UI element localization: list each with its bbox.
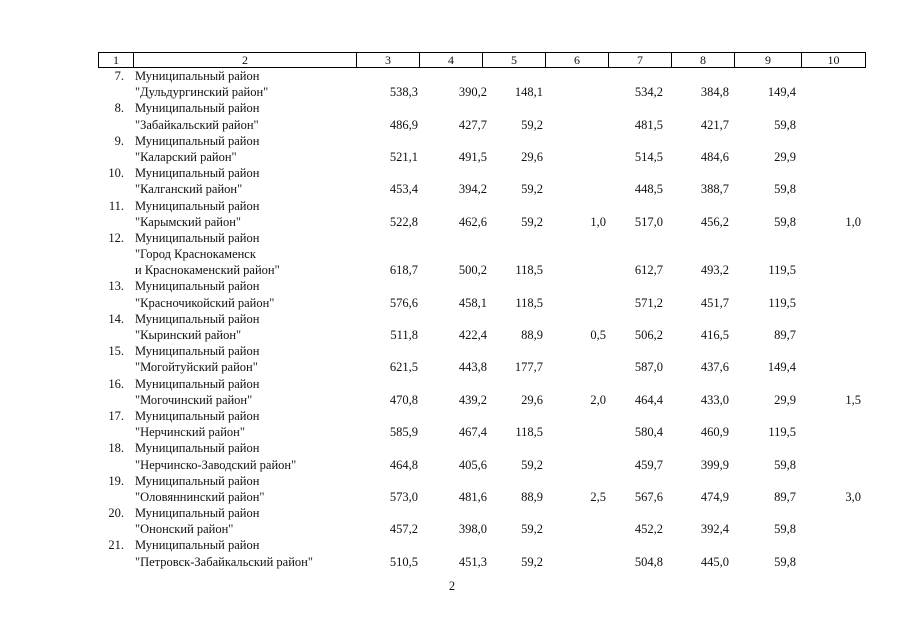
value-cell-10: 1,5 (845, 392, 861, 407)
value-cell-4: 443,8 (458, 360, 487, 375)
table-row (0, 343, 905, 375)
value-cell-5: 59,2 (521, 214, 543, 229)
value-cell-7: 517,0 (634, 214, 663, 229)
district-name: "Петровск-Забайкальский район" (135, 554, 313, 569)
row-line (0, 246, 905, 262)
header-cell: 5 (483, 53, 546, 68)
value-cell-8: 484,6 (700, 149, 729, 164)
value-cell-10: 3,0 (845, 489, 861, 504)
row-number: 19. (108, 473, 124, 488)
column-header-table (98, 52, 866, 68)
header-cell: 3 (357, 53, 420, 68)
value-cell-9: 59,8 (774, 182, 796, 197)
district-name: Муниципальный район (135, 376, 260, 391)
value-cell-7: 481,5 (634, 117, 663, 132)
header-cell: 2 (134, 53, 357, 68)
district-name: "Ононский район" (135, 522, 234, 537)
row-line (0, 198, 905, 214)
table-row (0, 165, 905, 197)
row-line (0, 100, 905, 116)
value-cell-4: 439,2 (458, 392, 487, 407)
row-line (0, 473, 905, 489)
district-name: Муниципальный район (135, 279, 260, 294)
header-cell: 6 (546, 53, 609, 68)
value-cell-3: 511,8 (390, 328, 418, 342)
row-line (0, 214, 905, 230)
row-number: 20. (108, 506, 124, 521)
district-name: Муниципальный район (135, 166, 260, 181)
table-row (0, 440, 905, 472)
header-cell: 7 (609, 53, 672, 68)
row-number: 13. (108, 279, 124, 294)
value-cell-5: 118,5 (515, 425, 543, 440)
row-number: 16. (108, 376, 124, 391)
value-cell-8: 456,2 (700, 214, 729, 229)
value-cell-3: 521,1 (389, 149, 418, 164)
value-cell-4: 462,6 (458, 214, 487, 229)
value-cell-4: 481,6 (458, 489, 487, 504)
value-cell-9: 59,8 (774, 554, 796, 569)
table-row (0, 133, 905, 165)
value-cell-9: 119,5 (768, 263, 796, 278)
table-row (0, 68, 905, 100)
value-cell-6: 1,0 (590, 214, 606, 229)
value-cell-3: 464,8 (389, 457, 418, 472)
value-cell-3: 618,7 (389, 263, 418, 278)
value-cell-7: 514,5 (634, 149, 663, 164)
value-cell-9: 59,8 (774, 214, 796, 229)
district-name: "Кыринский район" (135, 328, 242, 342)
header-cell: 1 (99, 53, 134, 68)
value-cell-5: 29,6 (521, 392, 543, 407)
value-cell-7: 612,7 (634, 263, 663, 278)
row-line (0, 521, 905, 537)
row-line (0, 311, 905, 327)
district-name: "Могочинский район" (135, 392, 253, 407)
header-cell: 9 (735, 53, 802, 68)
table-row (0, 376, 905, 408)
row-line (0, 278, 905, 294)
value-cell-3: 453,4 (389, 182, 418, 197)
value-cell-5: 88,9 (521, 328, 543, 342)
value-cell-3: 538,3 (389, 85, 418, 100)
row-number: 14. (108, 311, 124, 326)
table-row (0, 198, 905, 230)
row-line (0, 505, 905, 521)
district-name: "Город Краснокаменск (135, 247, 256, 262)
value-cell-5: 148,1 (514, 85, 543, 100)
value-cell-5: 118,5 (515, 263, 543, 278)
row-line (0, 537, 905, 553)
district-name: "Красночикойский район" (135, 295, 275, 310)
value-cell-5: 29,6 (521, 149, 543, 164)
value-cell-7: 571,2 (634, 295, 663, 310)
value-cell-3: 573,0 (389, 489, 418, 504)
value-cell-5: 177,7 (514, 360, 543, 375)
value-cell-8: 384,8 (700, 85, 729, 100)
value-cell-6: 0,5 (590, 328, 606, 342)
row-line (0, 295, 905, 311)
value-cell-4: 390,2 (458, 85, 487, 100)
district-name: Муниципальный район (135, 441, 260, 456)
district-name: Муниципальный район (135, 506, 260, 521)
district-name: Муниципальный район (135, 408, 260, 423)
row-line (0, 376, 905, 392)
district-name: Муниципальный район (135, 311, 260, 326)
value-cell-6: 2,5 (590, 489, 606, 504)
value-cell-3: 510,5 (389, 554, 418, 569)
row-line (0, 181, 905, 197)
district-name: "Калганский район" (135, 182, 243, 197)
value-cell-7: 448,5 (634, 182, 663, 197)
value-cell-5: 88,9 (521, 489, 543, 504)
value-cell-9: 149,4 (767, 85, 796, 100)
value-cell-7: 452,2 (634, 522, 663, 537)
value-cell-9: 59,8 (774, 522, 796, 537)
district-name: "Нерчинский район" (135, 425, 245, 440)
row-line (0, 262, 905, 278)
row-line (0, 440, 905, 456)
value-cell-4: 405,6 (458, 457, 487, 472)
value-cell-3: 470,8 (389, 392, 418, 407)
row-line (0, 149, 905, 165)
value-cell-8: 451,7 (700, 295, 729, 310)
value-cell-4: 467,4 (458, 425, 487, 440)
value-cell-7: 567,6 (634, 489, 663, 504)
row-line (0, 457, 905, 473)
row-line (0, 392, 905, 408)
row-number: 10. (108, 166, 124, 181)
value-cell-10: 1,0 (845, 214, 861, 229)
value-cell-3: 585,9 (389, 425, 418, 440)
district-name: Муниципальный район (135, 198, 260, 213)
value-cell-4: 398,0 (458, 522, 487, 537)
district-name: Муниципальный район (135, 473, 260, 488)
district-name: "Каларский район" (135, 149, 237, 164)
row-line (0, 117, 905, 133)
value-cell-8: 445,0 (700, 554, 729, 569)
row-number: 8. (114, 101, 124, 116)
district-name: и Краснокаменский район" (135, 263, 280, 278)
value-cell-7: 506,2 (634, 328, 663, 342)
value-cell-9: 59,8 (774, 117, 796, 132)
row-number: 7. (114, 69, 124, 83)
value-cell-7: 504,8 (634, 554, 663, 569)
district-name: "Оловяннинский район" (135, 489, 265, 504)
value-cell-4: 427,7 (458, 117, 487, 132)
table-row (0, 311, 905, 343)
value-cell-5: 59,2 (521, 182, 543, 197)
district-name: Муниципальный район (135, 101, 260, 116)
district-name: Муниципальный район (135, 538, 260, 553)
value-cell-4: 458,1 (458, 295, 487, 310)
row-number: 21. (108, 538, 124, 553)
value-cell-4: 500,2 (458, 263, 487, 278)
district-name: Муниципальный район (135, 69, 260, 83)
district-name: Муниципальный район (135, 344, 260, 359)
value-cell-9: 29,9 (774, 149, 796, 164)
page-number: 2 (448, 579, 456, 593)
value-cell-3: 621,5 (389, 360, 418, 375)
district-name: "Нерчинско-Заводский район" (135, 457, 297, 472)
value-cell-5: 59,2 (521, 117, 543, 132)
value-cell-7: 580,4 (634, 425, 663, 440)
row-line (0, 84, 905, 100)
table-row (0, 505, 905, 537)
row-line (0, 489, 905, 505)
value-cell-3: 457,2 (389, 522, 418, 537)
value-cell-3: 486,9 (389, 117, 418, 132)
table-row (0, 473, 905, 505)
row-line (0, 424, 905, 440)
row-line (0, 359, 905, 375)
district-name: "Дульдургинский район" (135, 85, 269, 100)
value-cell-9: 29,9 (774, 392, 796, 407)
value-cell-9: 119,5 (768, 295, 796, 310)
value-cell-4: 451,3 (458, 554, 487, 569)
table-row (0, 408, 905, 440)
row-number: 11. (108, 198, 124, 213)
row-line (0, 343, 905, 359)
value-cell-7: 587,0 (634, 360, 663, 375)
header-row (99, 53, 866, 68)
value-cell-9: 149,4 (767, 360, 796, 375)
value-cell-4: 394,2 (458, 182, 487, 197)
value-cell-3: 576,6 (389, 295, 418, 310)
value-cell-8: 493,2 (700, 263, 729, 278)
district-name: Муниципальный район (135, 230, 260, 245)
value-cell-7: 459,7 (634, 457, 663, 472)
value-cell-8: 433,0 (700, 392, 729, 407)
value-cell-8: 416,5 (700, 328, 729, 342)
row-number: 17. (108, 408, 124, 423)
table-row (0, 100, 905, 132)
district-name: "Забайкальский район" (135, 117, 259, 132)
table-row (0, 278, 905, 310)
table-row (0, 537, 905, 569)
value-cell-5: 118,5 (515, 295, 543, 310)
row-line (0, 230, 905, 246)
value-cell-8: 421,7 (700, 117, 729, 132)
header-cell: 8 (672, 53, 735, 68)
row-line (0, 554, 905, 570)
row-number: 18. (108, 441, 124, 456)
value-cell-4: 422,4 (458, 328, 487, 342)
value-cell-9: 59,8 (774, 457, 796, 472)
value-cell-8: 474,9 (700, 489, 729, 504)
value-cell-9: 89,7 (774, 489, 796, 504)
value-cell-5: 59,2 (521, 457, 543, 472)
value-cell-8: 388,7 (700, 182, 729, 197)
value-cell-7: 534,2 (634, 85, 663, 100)
row-line (0, 327, 905, 343)
value-cell-4: 491,5 (458, 149, 487, 164)
value-cell-5: 59,2 (521, 554, 543, 569)
value-cell-8: 460,9 (700, 425, 729, 440)
value-cell-8: 392,4 (700, 522, 729, 537)
value-cell-9: 119,5 (768, 425, 796, 440)
row-line (0, 408, 905, 424)
row-number: 9. (114, 133, 124, 148)
value-cell-3: 522,8 (389, 214, 418, 229)
value-cell-8: 437,6 (700, 360, 729, 375)
row-line (0, 165, 905, 181)
district-name: "Карымский район" (135, 214, 242, 229)
row-line (0, 68, 905, 84)
table-body (0, 68, 905, 570)
header-cell: 4 (420, 53, 483, 68)
value-cell-6: 2,0 (590, 392, 606, 407)
district-name: "Могойтуйский район" (135, 360, 258, 375)
row-number: 15. (108, 344, 124, 359)
row-line (0, 133, 905, 149)
district-name: Муниципальный район (135, 133, 260, 148)
value-cell-7: 464,4 (634, 392, 663, 407)
value-cell-9: 89,7 (774, 328, 796, 342)
header-cell: 10 (802, 53, 866, 68)
value-cell-5: 59,2 (521, 522, 543, 537)
value-cell-8: 399,9 (700, 457, 729, 472)
table-row (0, 230, 905, 279)
row-number: 12. (108, 230, 124, 245)
